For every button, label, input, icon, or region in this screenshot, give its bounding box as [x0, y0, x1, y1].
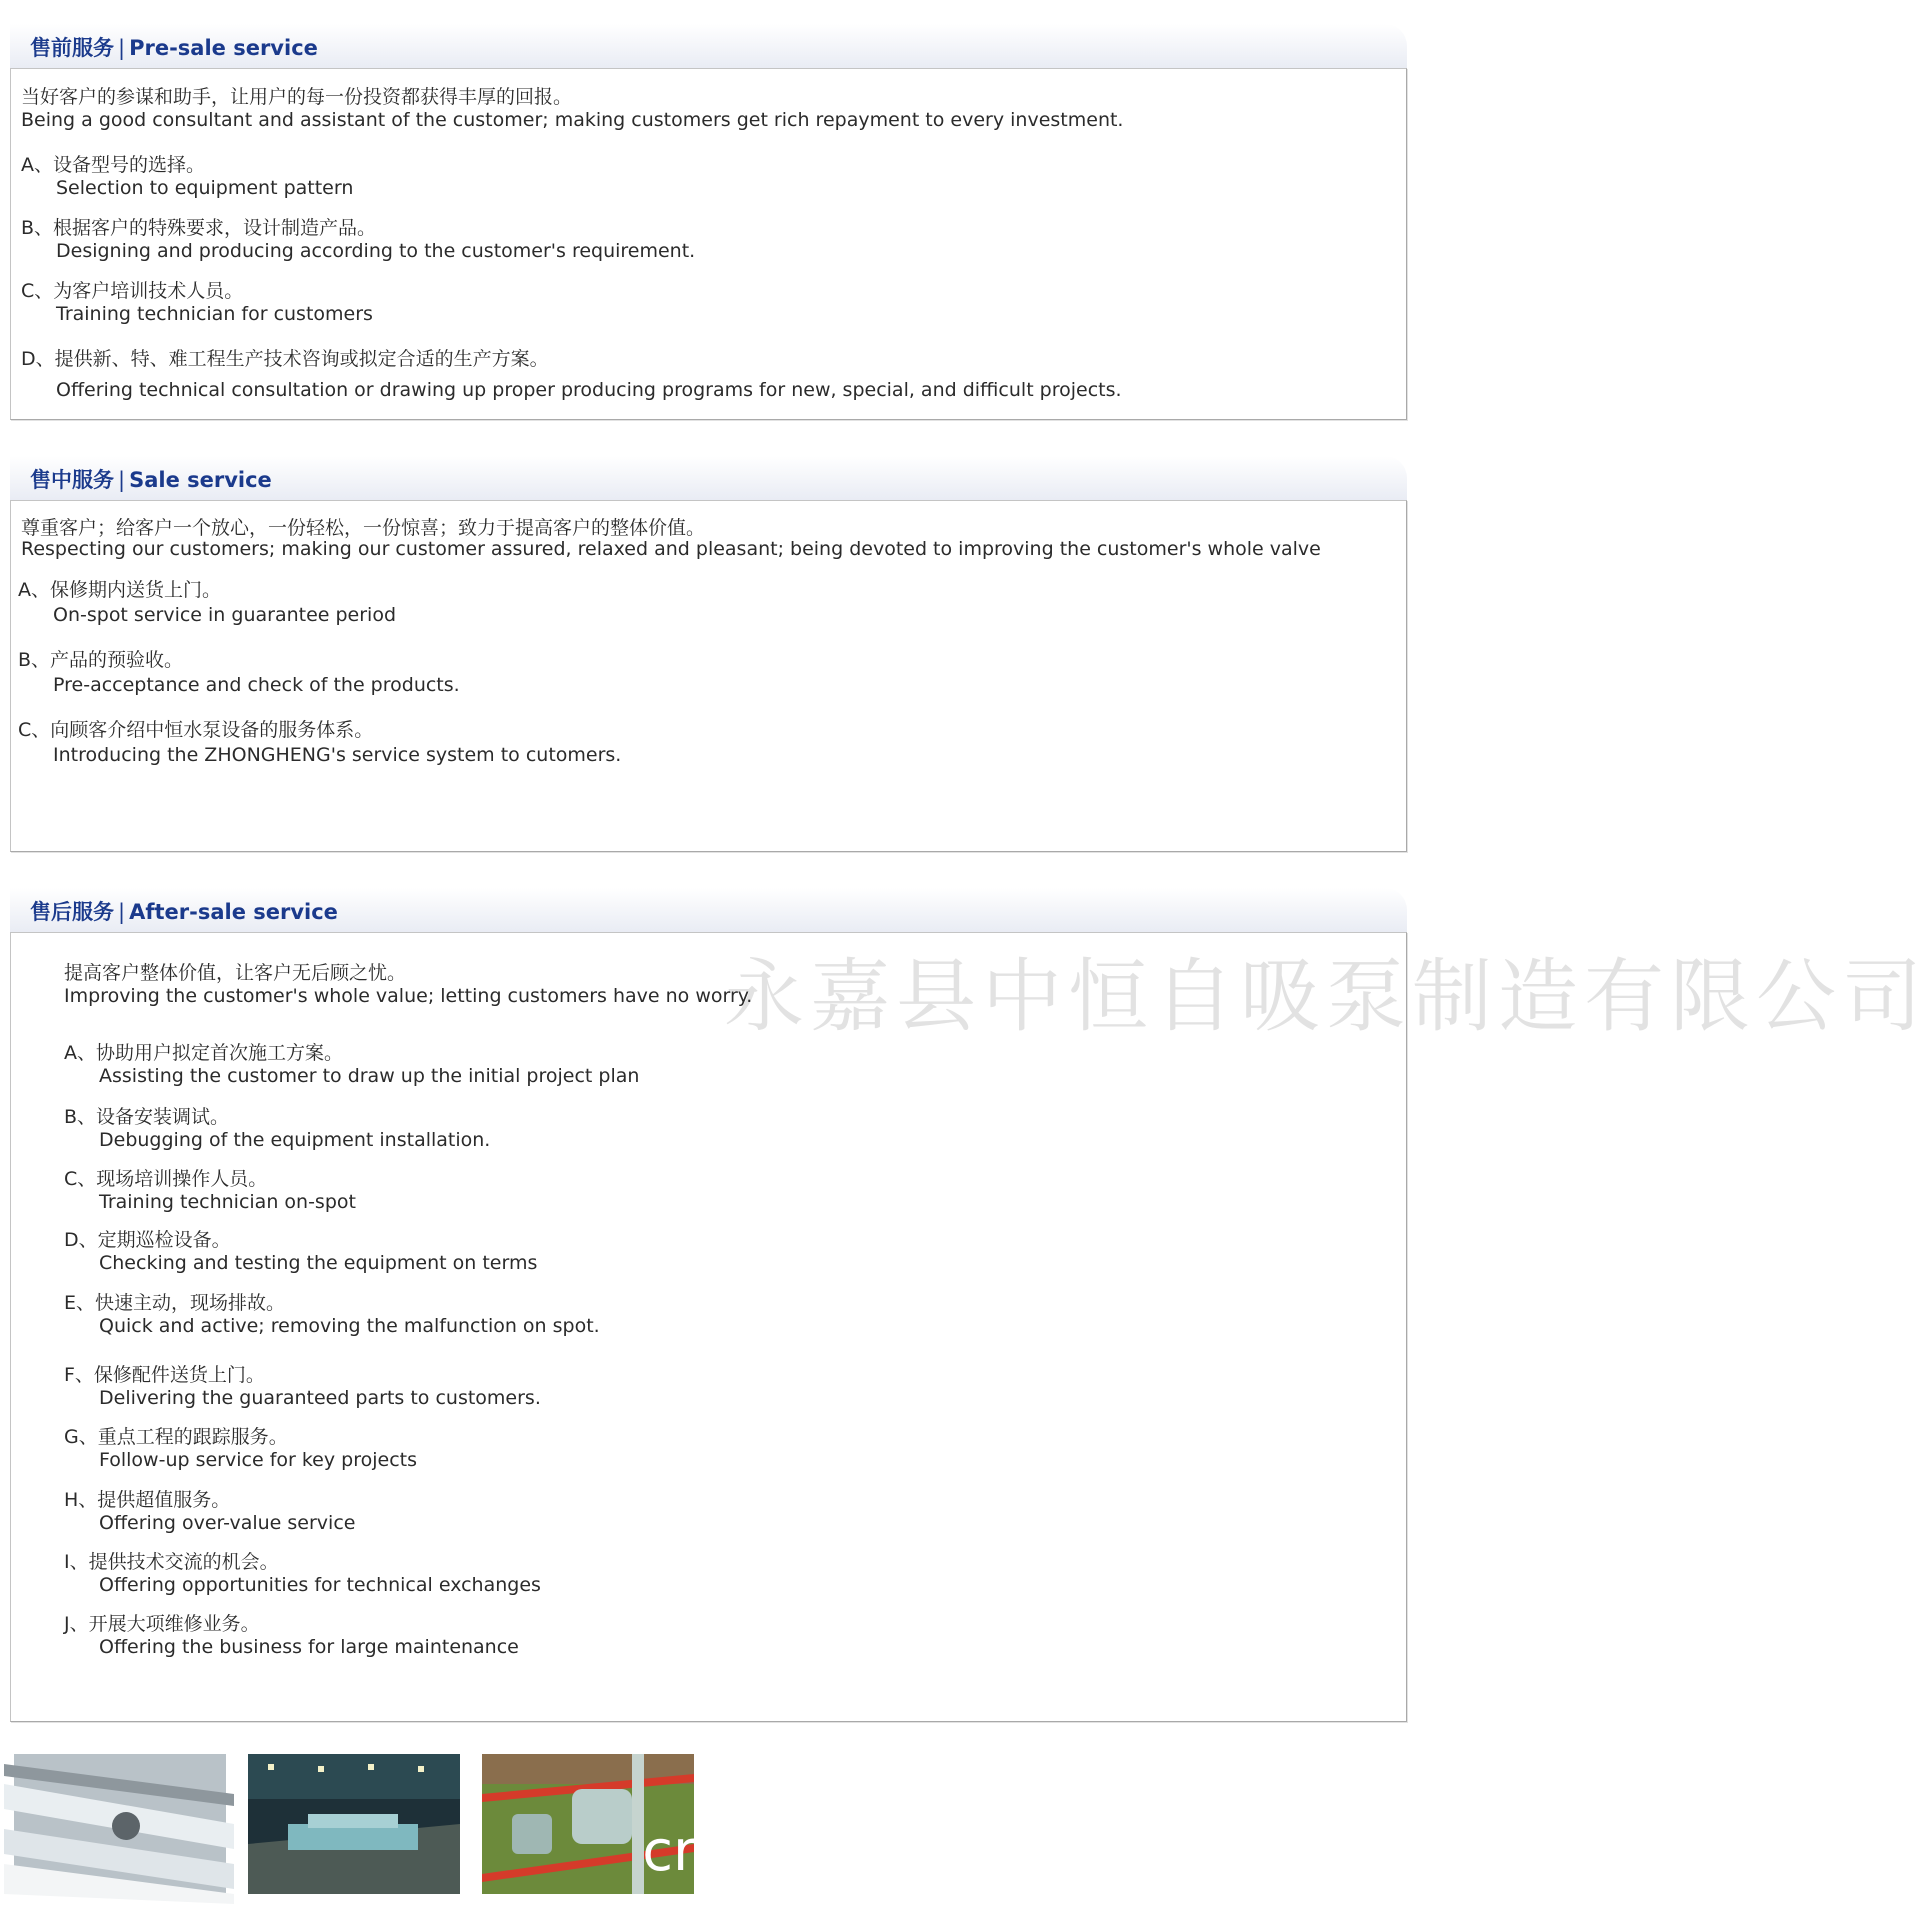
sale-title-cn: 售中服务: [30, 468, 114, 492]
list-item: [64, 1426, 417, 1472]
list-item-cn: A、保修期内送货上门。: [18, 579, 221, 601]
list-item: [64, 1229, 537, 1275]
list-item-cn: E、快速主动，现场排故。: [64, 1292, 286, 1314]
sale-section: [10, 456, 1407, 852]
list-item: [18, 578, 396, 628]
list-item-cn: H、提供超值服务。: [64, 1489, 231, 1511]
presale-title-en: Pre-sale service: [129, 36, 318, 60]
list-item-en: Designing and producing according to the customer's requirement.: [56, 240, 696, 262]
list-item: [64, 1292, 600, 1338]
list-item-cn: A、协助用户拟定首次施工方案。: [64, 1042, 343, 1064]
list-item-en: Offering over-value service: [99, 1512, 356, 1534]
list-item: [21, 154, 353, 200]
presale-section: [10, 24, 1407, 420]
aftersale-section: [10, 888, 1407, 1722]
presale-intro: [21, 86, 1123, 132]
list-item: [64, 1106, 490, 1152]
aftersale-intro: [64, 962, 752, 1008]
list-item-cn: C、为客户培训技术人员。: [21, 280, 244, 302]
sale-header: [10, 456, 1407, 500]
list-item-cn: D、定期巡检设备。: [64, 1229, 231, 1251]
list-item-cn: C、向顾客介绍中恒水泵设备的服务体系。: [18, 719, 374, 741]
presale-title-cn: 售前服务: [30, 36, 114, 60]
company-watermark: 永嘉县中恒自吸泵制造有限公司: [724, 950, 1928, 1043]
aftersale-title-en: After-sale service: [129, 900, 338, 924]
list-item: [64, 1489, 355, 1535]
list-item-en: Delivering the guaranteed parts to customers.: [99, 1387, 541, 1409]
list-item: [21, 280, 373, 326]
pump-room-photo: [482, 1754, 694, 1894]
list-item: [64, 1168, 356, 1214]
list-item-en: On-spot service in guarantee period: [53, 604, 397, 626]
aftersale-intro-cn: 提高客户整体价值，让客户无后顾之忧。: [64, 962, 407, 984]
list-item-cn: I、提供技术交流的机会。: [64, 1551, 279, 1573]
list-item-en: Offering technical consultation or drawing up proper producing programs for new, special, and difficult projects.: [56, 379, 1122, 401]
presale-intro-cn: 当好客户的参谋和助手，让用户的每一份投资都获得丰厚的回报。: [21, 86, 573, 108]
list-item-cn: G、重点工程的跟踪服务。: [64, 1426, 288, 1448]
presale-header: [10, 24, 1407, 68]
list-item-en: Offering the business for large maintenance: [99, 1636, 519, 1658]
list-item-en: Follow-up service for key projects: [99, 1449, 417, 1471]
list-item-en: Training technician for customers: [56, 303, 373, 325]
list-item-en: Pre-acceptance and check of the products.: [53, 674, 460, 696]
list-item: [21, 344, 1122, 406]
list-item-en: Checking and testing the equipment on terms: [99, 1252, 538, 1274]
list-item-cn: D、提供新、特、难工程生产技术咨询或拟定合适的生产方案。: [21, 348, 549, 370]
list-item: [21, 217, 695, 263]
list-item: [18, 648, 460, 698]
list-item: [18, 718, 621, 768]
list-item-en: Assisting the customer to draw up the initial project plan: [99, 1065, 640, 1087]
factory-hall-photo: [248, 1754, 460, 1894]
sale-intro-cn: 尊重客户；给客户一个放心，一份轻松，一份惊喜；致力于提高客户的整体价值。: [21, 517, 706, 539]
title-separator: |: [118, 900, 126, 924]
sale-intro: [21, 518, 1321, 560]
sale-title: [30, 464, 272, 494]
presale-intro-en: Being a good consultant and assistant of the customer; making customers get rich repayment to every investment.: [21, 109, 1124, 131]
sale-intro-en: Respecting our customers; making our customer assured, relaxed and pleasant; being devoted to improving the customer's whole valve: [21, 538, 1321, 560]
list-item-en: Training technician on-spot: [99, 1191, 356, 1213]
presale-title: [30, 32, 318, 62]
list-item: [64, 1551, 541, 1597]
sale-title-en: Sale service: [129, 468, 272, 492]
aftersale-title: [30, 896, 338, 926]
list-item-en: Introducing the ZHONGHENG's service system to cutomers.: [53, 744, 622, 766]
list-item: [64, 1364, 541, 1410]
pipeline-photo: [14, 1754, 226, 1894]
title-separator: |: [118, 36, 126, 60]
aftersale-intro-en: Improving the customer's whole value; letting customers have no worry.: [64, 985, 753, 1007]
list-item-cn: J、开展大项维修业务。: [64, 1613, 260, 1635]
list-item: [64, 1613, 519, 1659]
list-item-cn: B、产品的预验收。: [18, 649, 184, 671]
list-item-en: Offering opportunities for technical exchanges: [99, 1574, 541, 1596]
list-item-cn: B、设备安装调试。: [64, 1106, 230, 1128]
list-item-en: Quick and active; removing the malfunction on spot.: [99, 1315, 600, 1337]
aftersale-title-cn: 售后服务: [30, 900, 114, 924]
list-item-cn: F、保修配件送货上门。: [64, 1364, 265, 1386]
list-item-cn: B、根据客户的特殊要求，设计制造产品。: [21, 217, 377, 239]
list-item: [64, 1042, 639, 1088]
title-separator: |: [118, 468, 126, 492]
list-item-cn: A、设备型号的选择。: [21, 154, 205, 176]
photo-overlay-text: cr: [642, 1819, 696, 1884]
list-item-en: Selection to equipment pattern: [56, 177, 354, 199]
aftersale-header: [10, 888, 1407, 932]
list-item-cn: C、现场培训操作人员。: [64, 1168, 268, 1190]
list-item-en: Debugging of the equipment installation.: [99, 1129, 491, 1151]
